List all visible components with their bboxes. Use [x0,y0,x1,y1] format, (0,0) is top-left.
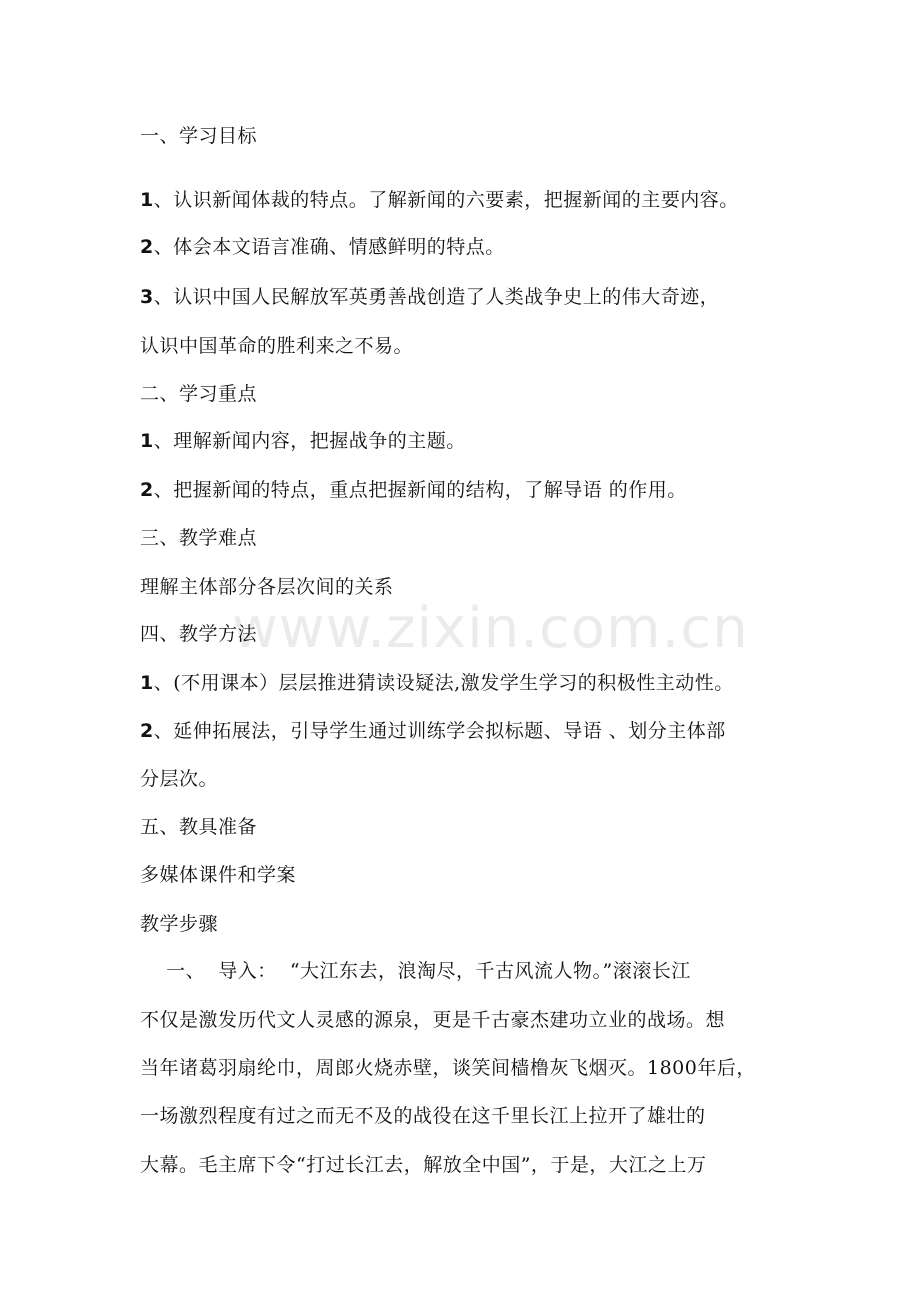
intro-paragraph-line-4: 一场激烈程度有过之而无不及的战役在这千里长江上拉开了雄壮的 [140,1105,706,1127]
heading-learning-goals: 一、学习目标 [140,125,258,147]
item-number: 1 [140,672,154,694]
item-text: 、体会本文语言准确、情感鲜明的特点。 [153,236,505,258]
intro-paragraph-line-1: 一、 导入： “大江东去，浪淘尽，千古风流人物。”滚滚长江 [140,960,691,982]
materials-text: 多媒体课件和学案 [140,864,297,886]
item-number: 3 [140,286,154,308]
item-number: 2 [140,479,154,501]
item-number: 1 [140,189,154,211]
key-point-item-1 [140,426,800,456]
method-item-1 [140,668,800,698]
key-point-item-2 [140,475,800,505]
goal-item-2 [140,232,800,262]
intro-paragraph-line-5: 大幕。毛主席下令“打过长江去，解放全中国”，于是，大江之上万 [140,1154,707,1176]
item-text: 、(不用课本）层层推进猜读设疑法,激发学生学习的积极性主动性。 [153,672,734,694]
item-number: 1 [140,430,154,452]
item-text: 、认识中国人民解放军英勇善战创造了人类战争史上的伟大奇迹， [153,286,720,308]
heading-difficulties: 三、教学难点 [140,527,258,549]
item-text: 、延伸拓展法，引导学生通过训练学会拟标题、导语 、划分主体部 [153,720,726,742]
item-number: 2 [140,236,154,258]
method-item-2 [140,716,800,746]
item-text: 、理解新闻内容，把握战争的主题。 [153,430,466,452]
goal-item-1 [140,185,800,215]
intro-paragraph-line-3: 当年诸葛羽扇纶巾，周郎火烧赤壁，谈笑间樯橹灰飞烟灭。1800年后， [140,1057,756,1079]
intro-paragraph-line-2: 不仅是激发历代文人灵感的源泉，更是千古豪杰建功立业的战场。想 [140,1009,726,1031]
difficulty-text: 理解主体部分各层次间的关系 [140,576,394,598]
method-item-2-continued: 分层次。 [140,768,219,790]
heading-key-points: 二、学习重点 [140,383,258,405]
heading-materials: 五、教具准备 [140,816,258,838]
item-text: 、认识新闻体裁的特点。了解新闻的六要素，把握新闻的主要内容。 [153,189,739,211]
item-number: 2 [140,720,154,742]
goal-item-3 [140,282,800,312]
watermark: www.zixin.com.cn [232,596,749,661]
heading-teaching-steps: 教学步骤 [140,913,219,935]
heading-methods: 四、教学方法 [140,623,258,645]
item-text: 、把握新闻的特点，重点把握新闻的结构，了解导语 的作用。 [153,479,687,501]
goal-item-3-continued: 认识中国革命的胜利来之不易。 [140,335,414,357]
